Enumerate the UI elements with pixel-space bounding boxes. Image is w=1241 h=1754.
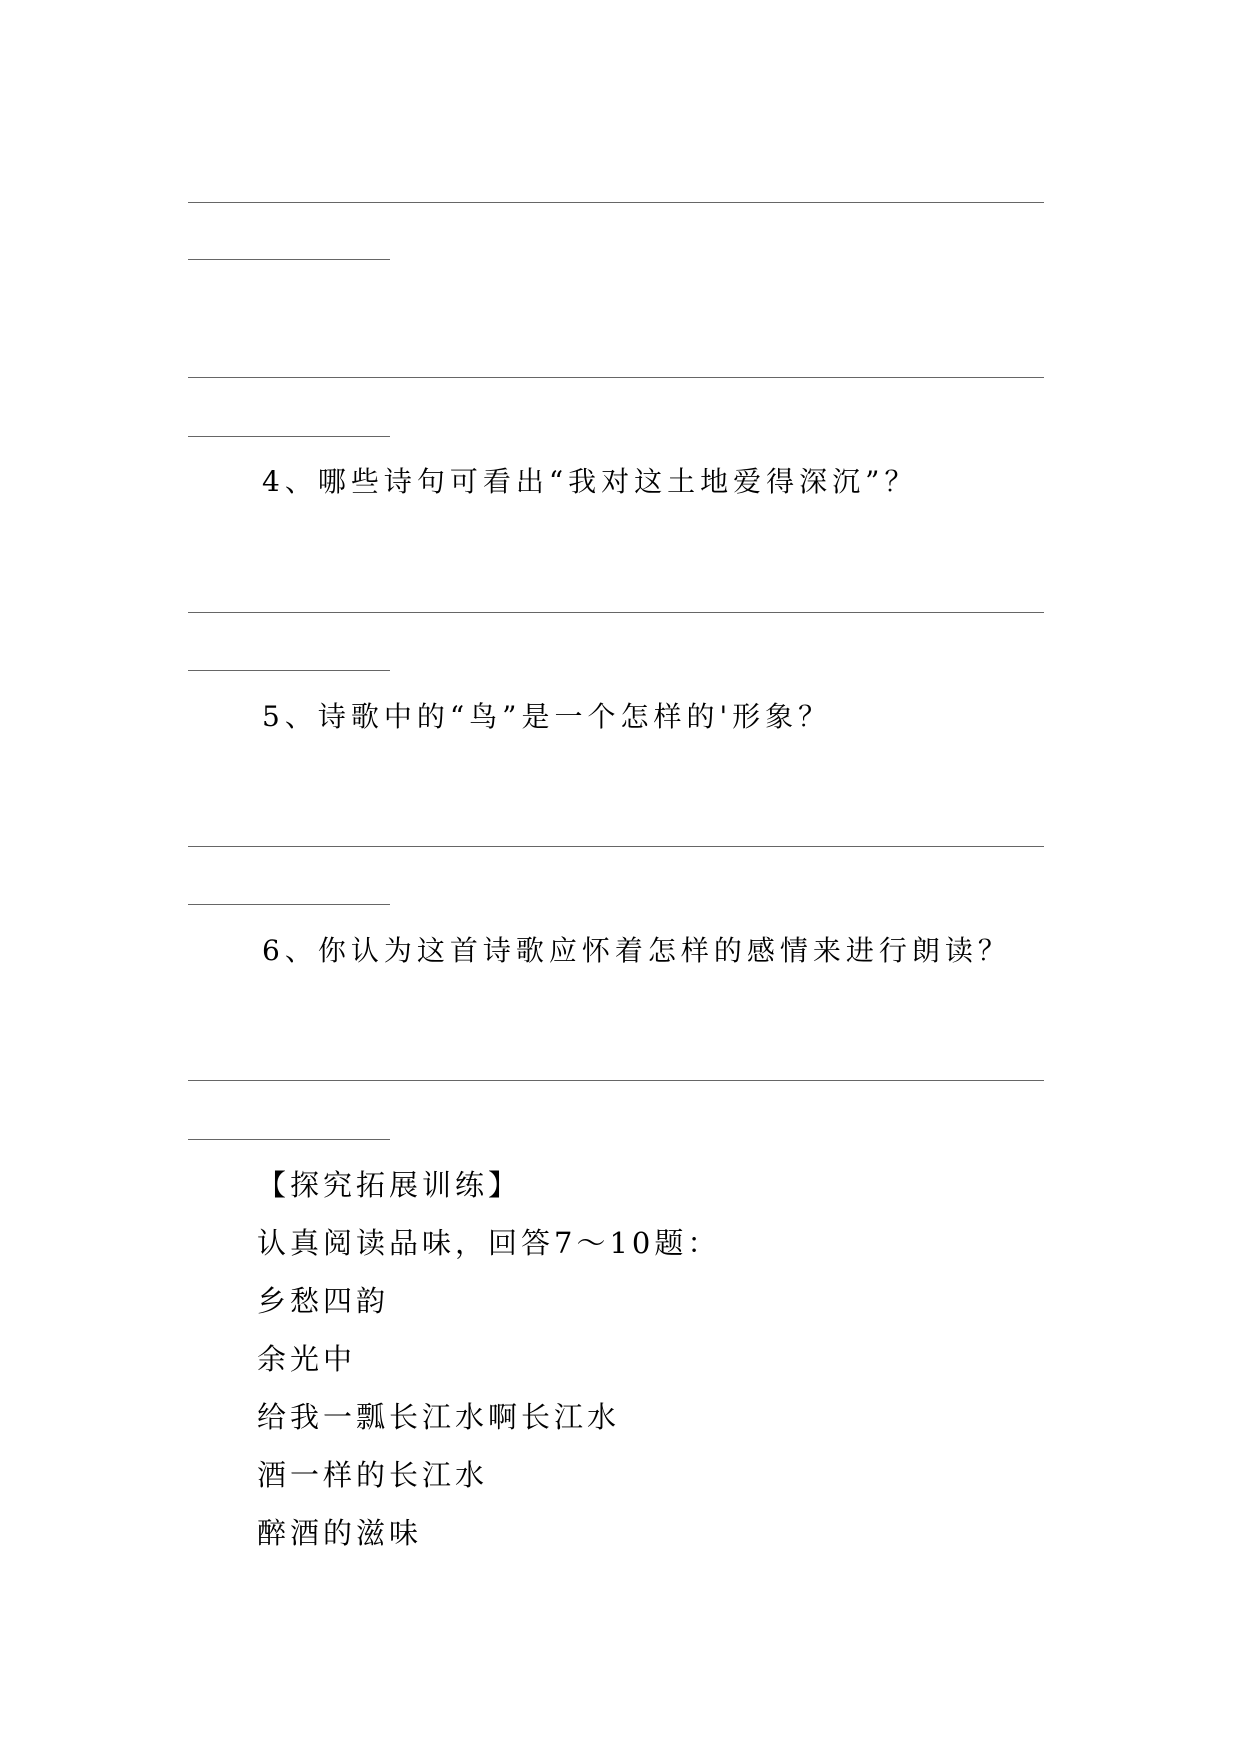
- instruction: 认真阅读品味，回答7～10题：: [257, 1226, 721, 1260]
- answer-line: [188, 904, 390, 905]
- poem-author: 余光中: [257, 1342, 357, 1376]
- answer-line: [188, 436, 390, 437]
- question-4: 4、哪些诗句可看出“我对这土地爱得深沉”？: [262, 465, 918, 498]
- poem-line: 给我一瓢长江水啊长江水: [257, 1400, 621, 1434]
- answer-line: [188, 202, 1044, 203]
- answer-line: [188, 259, 390, 260]
- answer-line: [188, 670, 390, 671]
- question-6: 6、你认为这首诗歌应怀着怎样的感情来进行朗读？: [262, 934, 1011, 967]
- answer-line: [188, 612, 1044, 613]
- answer-line: [188, 846, 1044, 847]
- answer-line: [188, 377, 1044, 378]
- question-5: 5、诗歌中的“鸟”是一个怎样的'形象？: [262, 700, 832, 733]
- poem-line: 酒一样的长江水: [257, 1458, 489, 1492]
- answer-line: [188, 1139, 390, 1140]
- poem-line: 醉酒的滋味: [257, 1516, 423, 1550]
- section-heading: 【探究拓展训练】: [257, 1168, 522, 1202]
- answer-line: [188, 1080, 1044, 1081]
- poem-title: 乡愁四韵: [257, 1284, 390, 1318]
